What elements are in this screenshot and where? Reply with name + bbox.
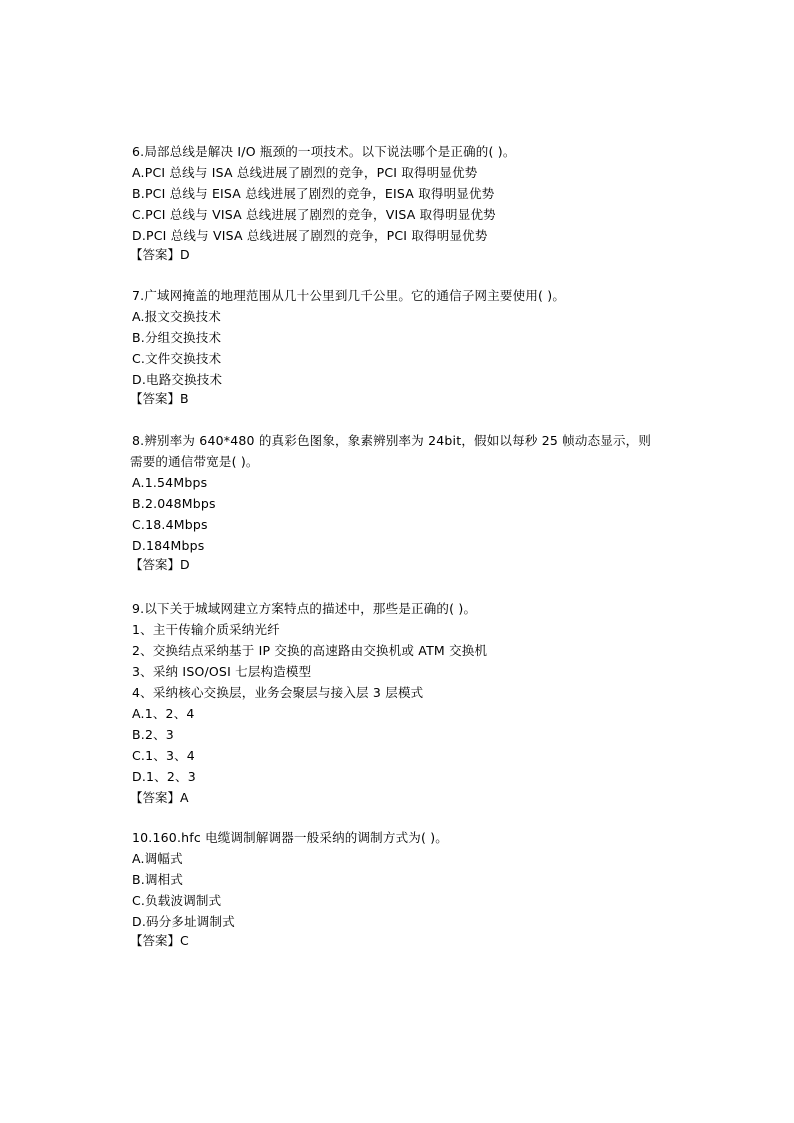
statement-4: 4、采纳核心交换层，业务会聚层与接入层 3 层模式 — [132, 685, 424, 700]
question-stem: 6.局部总线是解决 I/O 瓶颈的一项技术。以下说法哪个是正确的( )。 — [132, 144, 516, 159]
question-stem: 10.160.hfc 电缆调制解调器一般采纳的调制方式为( )。 — [132, 830, 449, 845]
question-8 — [132, 430, 702, 574]
answer-label: 【答案】B — [130, 391, 189, 406]
option-a: A.报文交换技术 — [132, 309, 221, 324]
answer-label: 【答案】D — [130, 247, 190, 262]
option-b: B.分组交换技术 — [132, 330, 222, 345]
option-c: C.1、3、4 — [132, 748, 195, 763]
option-a: A.1、2、4 — [132, 706, 195, 721]
option-b: B.PCI 总线与 EISA 总线进展了剧烈的竞争，EISA 取得明显优势 — [132, 186, 495, 201]
option-a: A.调幅式 — [132, 851, 183, 866]
question-9 — [132, 598, 702, 807]
answer-label: 【答案】A — [130, 790, 189, 805]
option-c: C.18.4Mbps — [132, 517, 208, 532]
option-c: C.PCI 总线与 VISA 总线进展了剧烈的竞争，VISA 取得明显优势 — [132, 207, 496, 222]
option-d: D.184Mbps — [132, 538, 205, 553]
statement-2: 2、交换结点采纳基于 IP 交换的高速路由交换机或 ATM 交换机 — [132, 643, 488, 658]
answer-label: 【答案】D — [130, 557, 190, 572]
option-c: C.文件交换技术 — [132, 351, 222, 366]
option-b: B.调相式 — [132, 872, 184, 887]
question-10 — [132, 827, 702, 950]
question-6 — [132, 141, 702, 264]
option-b: B.2、3 — [132, 727, 174, 742]
option-b: B.2.048Mbps — [132, 496, 216, 511]
option-a: A.1.54Mbps — [132, 475, 208, 490]
statement-1: 1、主干传输介质采纳光纤 — [132, 622, 280, 637]
option-c: C.负载波调制式 — [132, 893, 222, 908]
answer-label: 【答案】C — [130, 933, 189, 948]
statement-3: 3、采纳 ISO/OSI 七层构造模型 — [132, 664, 312, 679]
option-d: D.码分多址调制式 — [132, 914, 235, 929]
question-stem-line-2: 需要的通信带宽是( )。 — [130, 454, 259, 469]
option-a: A.PCI 总线与 ISA 总线进展了剧烈的竞争，PCI 取得明显优势 — [132, 165, 478, 180]
question-stem-line-1: 8.辨别率为 640*480 的真彩色图象，象素辨别率为 24bit，假如以每秒 25 帧动态显示，则 — [132, 433, 652, 448]
option-d: D.电路交换技术 — [132, 372, 223, 387]
option-d: D.1、2、3 — [132, 769, 196, 784]
question-7 — [132, 285, 702, 408]
question-stem: 7.广域网掩盖的地理范围从几十公里到几千公里。它的通信子网主要使用( )。 — [132, 288, 566, 303]
question-stem: 9.以下关于城域网建立方案特点的描述中，那些是正确的( )。 — [132, 601, 477, 616]
option-d: D.PCI 总线与 VISA 总线进展了剧烈的竞争，PCI 取得明显优势 — [132, 228, 488, 243]
